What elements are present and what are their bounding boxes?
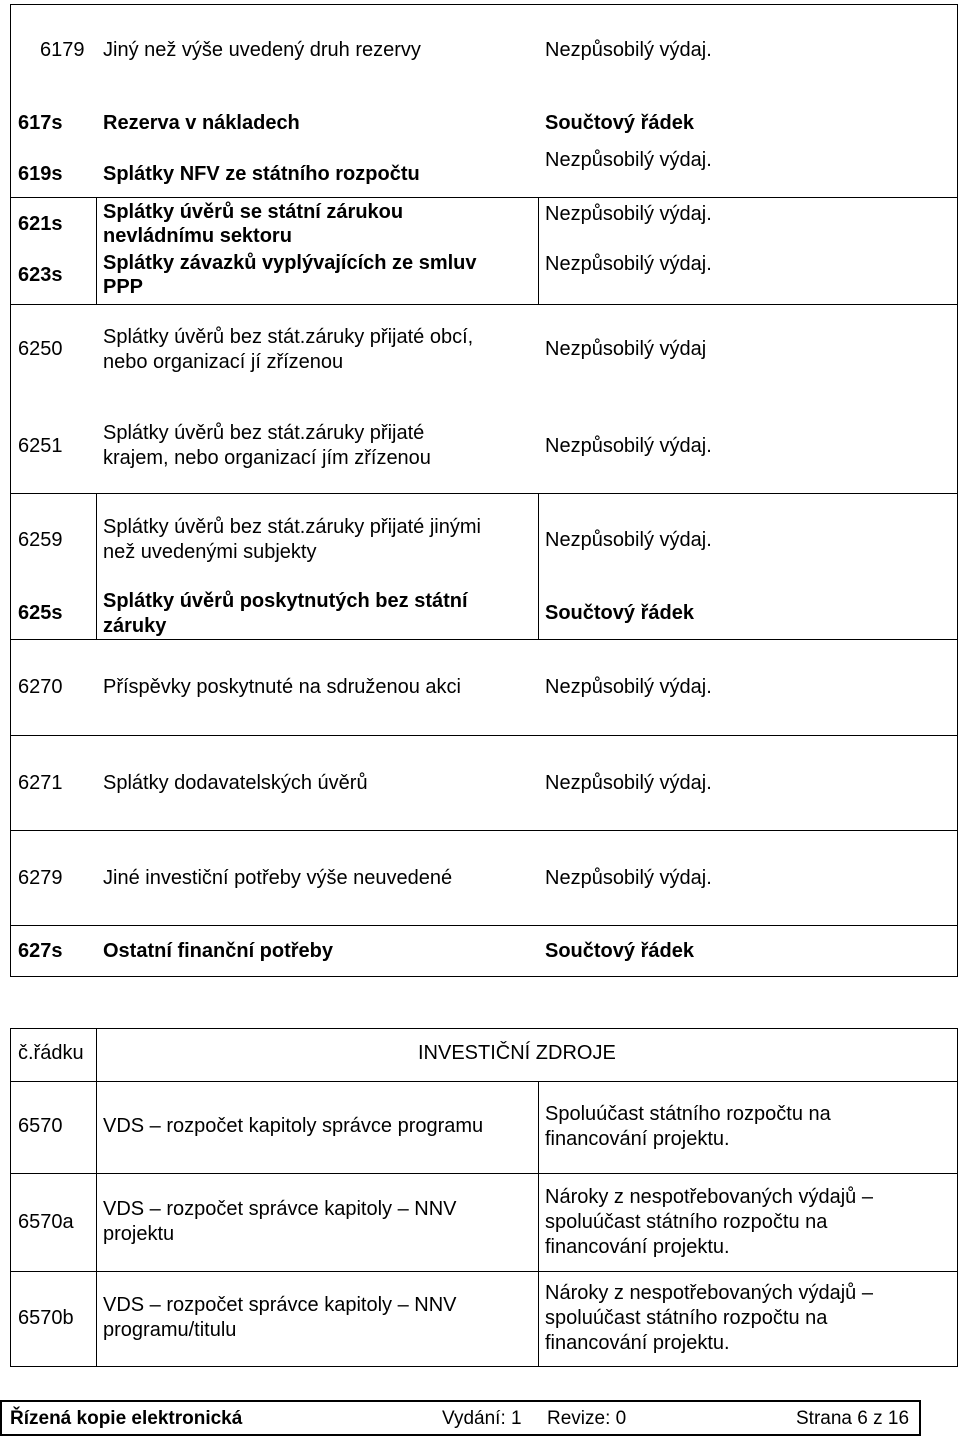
row-name: než uvedenými subjekty [103,541,317,563]
row-code: 6270 [18,676,63,698]
column-divider [96,197,97,304]
row-name: nebo organizací jí zřízenou [103,351,344,373]
row-divider [10,1271,958,1272]
column-divider [538,493,539,639]
row-status: Součtový řádek [545,112,694,134]
row-name: Splátky úvěrů bez stát.záruky přijaté [103,422,425,444]
row-code: 6251 [18,435,63,457]
row-divider [10,493,958,494]
row-status: Nezpůsobilý výdaj. [545,253,712,275]
row-divider [10,925,958,926]
row-status: Součtový řádek [545,602,694,624]
row-name: Splátky dodavatelských úvěrů [103,772,368,794]
column-divider [96,1028,97,1367]
row-code: 6570a [18,1211,74,1233]
row-status: financování projektu. [545,1128,730,1150]
row-status: Nezpůsobilý výdaj. [545,39,712,61]
row-status: Spoluúčast státního rozpočtu na [545,1103,831,1125]
row-status: Nezpůsobilý výdaj. [545,529,712,551]
row-divider [10,830,958,831]
row-status: financování projektu. [545,1332,730,1354]
row-divider [10,639,958,640]
row-status: Nároky z nespotřebovaných výdajů – [545,1186,873,1208]
document-footer [0,1400,921,1436]
row-name: VDS – rozpočet správce kapitoly – NNV [103,1198,457,1220]
row-name: krajem, nebo organizací jím zřízenou [103,447,431,469]
row-name: Ostatní finanční potřeby [103,940,334,962]
row-name: Splátky závazků vyplývajících ze smluv [103,252,477,274]
row-status: Nezpůsobilý výdaj. [545,867,712,889]
row-status: spoluúčast státního rozpočtu na [545,1307,828,1329]
footer-page: Strana 6 z 16 [796,1408,910,1429]
row-divider [10,304,958,305]
row-name: Jiný než výše uvedený druh rezervy [103,39,421,61]
row-divider [10,197,958,198]
row-code: 617s [18,112,63,134]
row-status: spoluúčast státního rozpočtu na [545,1211,828,1233]
row-code: 627s [18,940,63,962]
row-name: Příspěvky poskytnuté na sdruženou akci [103,676,461,698]
row-divider [10,1081,958,1082]
footer-label: Řízená kopie elektronická [10,1408,243,1429]
row-code: 623s [18,264,63,286]
row-code: 6259 [18,529,63,551]
row-name: PPP [103,276,144,298]
row-name: programu/titulu [103,1319,237,1341]
table-investment-items [10,4,958,977]
row-name: Splátky úvěrů poskytnutých bez státní [103,590,468,612]
row-name: Rezerva v nákladech [103,112,300,134]
footer-revision: Revize: 0 [547,1408,627,1429]
column-divider [538,197,539,304]
row-name: Jiné investiční potřeby výše neuvedené [103,867,453,889]
row-divider [10,1173,958,1174]
row-status: Nároky z nespotřebovaných výdajů – [545,1282,873,1304]
row-name: Splátky úvěrů se státní zárukou [103,201,404,223]
row-name: nevládnímu sektoru [103,225,292,247]
row-code: 621s [18,213,63,235]
row-status: Nezpůsobilý výdaj. [545,772,712,794]
row-name: Splátky NFV ze státního rozpočtu [103,163,420,185]
footer-edition: Vydání: 1 [442,1408,522,1429]
row-code: 6570 [18,1115,63,1137]
row-divider [10,735,958,736]
row-status: Nezpůsobilý výdaj. [545,203,712,225]
column-divider [96,493,97,639]
row-name: VDS – rozpočet kapitoly správce programu [103,1115,484,1137]
row-status: financování projektu. [545,1236,730,1258]
row-name: záruky [103,615,167,637]
row-status: Nezpůsobilý výdaj. [545,149,712,171]
row-code: 6250 [18,338,63,360]
row-name: projektu [103,1223,175,1245]
row-status: Nezpůsobilý výdaj. [545,676,712,698]
row-code: 6271 [18,772,63,794]
row-code: 6279 [18,867,63,889]
header-code: č.řádku [18,1042,84,1064]
row-status: Součtový řádek [545,940,694,962]
row-status: Nezpůsobilý výdaj [545,338,707,360]
row-code: 6570b [18,1307,74,1329]
row-code: 625s [18,602,63,624]
row-name: Splátky úvěrů bez stát.záruky přijaté obcí, [103,326,474,348]
column-divider [538,1081,539,1367]
row-code: 619s [18,163,63,185]
row-code: 6179 [40,39,85,61]
header-title: INVESTIČNÍ ZDROJE [418,1042,616,1064]
row-name: VDS – rozpočet správce kapitoly – NNV [103,1294,457,1316]
row-status: Nezpůsobilý výdaj. [545,435,712,457]
row-name: Splátky úvěrů bez stát.záruky přijaté jinými [103,516,481,538]
